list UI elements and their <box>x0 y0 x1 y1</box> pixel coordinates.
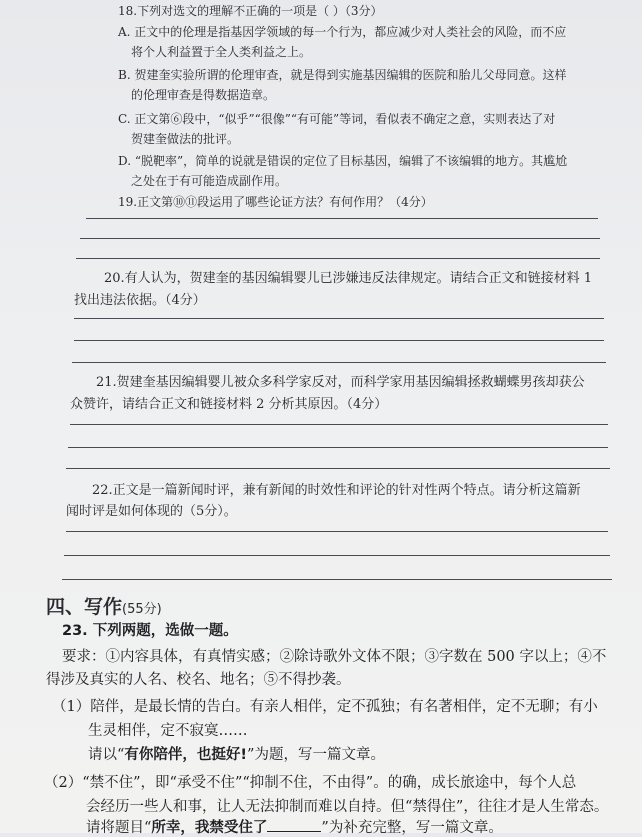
q19-stem: 19.正文第⑩⑪段运用了哪些论证方法？有何作用？（4分） <box>118 195 433 209</box>
q18-option-d-line2: 之处在于有可能造成副作用。 <box>131 174 288 188</box>
q23-option2-prompt <box>86 816 503 837</box>
q18-option-a-line2: 将个人利益置于全人类利益之上。 <box>131 45 312 59</box>
q23-option1-line1: （1）陪伴，是最长情的告白。有亲人相伴，定不孤独；有名著相伴，定不无聊；有小 <box>52 699 598 715</box>
q21-line1: 21.贺建奎基因编辑婴儿被众多科学家反对，而科学家用基因编辑拯救蝴蝶男孩却获公 <box>96 375 585 390</box>
q23-option1-prompt-post: ”为题，写一篇文章。 <box>247 747 385 763</box>
q18-option-c-line2: 贺建奎做法的批评。 <box>131 132 240 146</box>
q22-answer-line-2[interactable] <box>64 555 610 556</box>
q19-answer-line-2[interactable] <box>80 238 600 239</box>
section-title-text: 四、写作 <box>46 596 123 618</box>
q18-option-d-line1: D. “脱靶率”，简单的说就是错误的定位了目标基因，编辑了不该编辑的地方。其尴尬 <box>118 154 568 168</box>
q23-option1-title: 有你陪伴，也挺好! <box>124 747 248 763</box>
q23-option2-title: 所幸，我禁受住了 <box>151 820 268 836</box>
q23-option2-prompt-pre: 请将题目“ <box>86 820 152 836</box>
q19-answer-line-3[interactable] <box>76 258 600 259</box>
q23-option2-line2: 会经历一些人和事，让人无法抑制而难以自持。但“禁得住”，往往才是人生常态。 <box>86 799 609 815</box>
q18-option-c-line1: C. 正文第⑥段中，“似乎”“很像”“有可能”等词，看似表不确定之意，实则表达了对 <box>118 112 556 126</box>
q23-requirements-line2: 得涉及真实的人名、校名、地名；⑤不得抄袭。 <box>46 672 351 688</box>
q18-stem: 18.下列对选文的理解不正确的一项是（ ）（3分） <box>118 4 383 18</box>
section-score: (55分) <box>122 602 162 617</box>
q22-answer-line-3[interactable] <box>62 579 612 580</box>
q18-option-b-line1: B. 贺建奎实验所谓的伦理审查，就是得到实施基因编辑的医院和胎儿父母同意。这样 <box>118 68 567 82</box>
q23-requirements-line1: 要求：①内容具体，有真情实感；②除诗歌外文体不限；③字数在 500 字以上；④不 <box>62 649 607 665</box>
q23-stem: 23. 下列两题，选做一题。 <box>62 623 238 639</box>
q21-line2: 众赞许，请结合正文和链接材料 2 分析其原因。（4分） <box>70 397 388 412</box>
q21-answer-line-3[interactable] <box>66 468 610 469</box>
q22-line2: 闻时评是如何体现的（5分）。 <box>66 504 237 519</box>
q23-option2-prompt-post: ”为补充完整，写一篇文章。 <box>321 820 503 836</box>
q23-option2-blank[interactable] <box>267 819 321 832</box>
q22-answer-line-1[interactable] <box>66 531 608 532</box>
q23-option1-prompt-pre: 请以“ <box>88 747 125 763</box>
q19-answer-line-1[interactable] <box>86 218 598 219</box>
section-writing-title <box>46 592 162 619</box>
q23-option1-prompt <box>88 743 385 764</box>
q18-option-b-line2: 的伦理审查是得数据造章。 <box>131 88 276 102</box>
q20-line1: 20.有人认为，贺建奎的基因编辑婴儿已涉嫌违反法律规定。请结合正文和链接材料 1 <box>104 271 593 286</box>
q21-answer-line-2[interactable] <box>68 447 608 448</box>
q21-answer-line-1[interactable] <box>70 424 608 425</box>
q22-line1: 22.正文是一篇新闻时评，兼有新闻的时效性和评论的针对性两个特点。请分析这篇新 <box>92 483 581 498</box>
q20-answer-line-3[interactable] <box>72 362 606 363</box>
q18-option-a-line1: A. 正文中的伦理是指基因学领域的每一个行为，都应减少对人类社会的风险，而不应 <box>118 25 567 39</box>
q23-option1-line2: 生灵相伴，定不寂寞…… <box>88 723 248 739</box>
q20-answer-line-1[interactable] <box>74 318 604 319</box>
q20-line2: 找出违法依据。（4分） <box>74 293 206 308</box>
q23-option2-line1: （2）“禁不住”，即“承受不住”“抑制不住，不由得”。的确，成长旅途中，每个人总 <box>44 775 577 791</box>
q20-answer-line-2[interactable] <box>74 340 604 341</box>
